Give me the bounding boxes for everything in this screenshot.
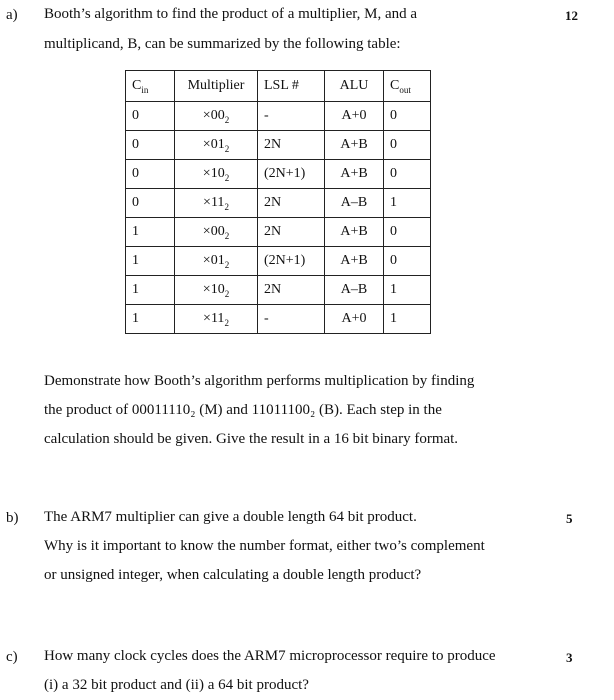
table-row (126, 102, 431, 131)
cell-cout: 0 (384, 247, 431, 276)
cell-cin: 0 (126, 189, 175, 218)
question-b-marks: 5 (566, 511, 573, 526)
question-c-label: c) (6, 649, 18, 665)
cell-cin: 1 (126, 247, 175, 276)
question-b-line-3: or unsigned integer, when calculating a double length product? (44, 567, 422, 583)
demo-line-3: calculation should be given. Give the result in a 16 bit binary format. (44, 431, 459, 447)
cell-cout: 1 (384, 305, 431, 334)
booth-table (125, 70, 431, 334)
cell-alu: A+B (325, 131, 384, 160)
demo-line-2: the product of 00011110₂ (M) and 11011100₂ (B). Each step in the (44, 402, 442, 418)
table-row (126, 160, 431, 189)
cell-cout: 0 (384, 102, 431, 131)
cell-multiplier: $\times 01_2$ (175, 131, 258, 160)
cell-alu: A+B (325, 160, 384, 189)
table-row (126, 218, 431, 247)
cell-alu: A+B (325, 218, 384, 247)
cell-alu: A–B (325, 189, 384, 218)
cell-cin: 1 (126, 218, 175, 247)
cell-alu: A+B (325, 247, 384, 276)
question-c-marks: 3 (566, 650, 573, 665)
table-row (126, 276, 431, 305)
demo-line-1: Demonstrate how Booth’s algorithm performs multiplication by finding (44, 373, 475, 389)
question-b-line-1: The ARM7 multiplier can give a double length 64 bit product. (44, 509, 417, 525)
cell-lsl: 2N (258, 276, 325, 305)
cell-alu: A+0 (325, 102, 384, 131)
cell-multiplier: $\times 01_2$ (175, 247, 258, 276)
question-a-line-2: multiplicand, B, can be summarized by the following table: (44, 36, 401, 52)
cell-cin: 0 (126, 102, 175, 131)
cell-lsl: 2N (258, 189, 325, 218)
cell-cout: 1 (384, 276, 431, 305)
question-a-marks: 12 (565, 8, 578, 23)
question-a-label: a) (6, 7, 18, 23)
table-header-row (126, 71, 431, 102)
cell-lsl: 2N (258, 218, 325, 247)
cell-cin: 1 (126, 276, 175, 305)
question-c-line-2: (i) a 32 bit product and (ii) a 64 bit product? (44, 677, 309, 693)
cell-multiplier: $\times 11_2$ (175, 305, 258, 334)
cell-cout: 0 (384, 160, 431, 189)
question-b-label: b) (6, 510, 19, 526)
header-cout: $C_{out}$ (384, 71, 431, 102)
cell-multiplier: $\times 11_2$ (175, 189, 258, 218)
header-multiplier: Multiplier (175, 71, 258, 102)
cell-cout: 1 (384, 189, 431, 218)
cell-multiplier: $\times 00_2$ (175, 218, 258, 247)
cell-alu: A–B (325, 276, 384, 305)
header-lsl: LSL # (258, 71, 325, 102)
cell-multiplier: $\times 10_2$ (175, 276, 258, 305)
cell-cout: 0 (384, 131, 431, 160)
header-alu: ALU (325, 71, 384, 102)
cell-lsl: - (258, 102, 325, 131)
cell-lsl: - (258, 305, 325, 334)
table-row (126, 131, 431, 160)
question-c-line-1: How many clock cycles does the ARM7 microprocessor require to produce (44, 648, 496, 664)
cell-lsl: 2N (258, 131, 325, 160)
cell-lsl: (2N+1) (258, 160, 325, 189)
question-b-line-2: Why is it important to know the number format, either two’s complement (44, 538, 485, 554)
cell-cin: 0 (126, 131, 175, 160)
cell-cin: 0 (126, 160, 175, 189)
cell-cin: 1 (126, 305, 175, 334)
cell-multiplier: $\times 00_2$ (175, 102, 258, 131)
table-row (126, 247, 431, 276)
cell-alu: A+0 (325, 305, 384, 334)
cell-lsl: (2N+1) (258, 247, 325, 276)
cell-multiplier: $\times 10_2$ (175, 160, 258, 189)
question-a-line-1: Booth’s algorithm to find the product of a multiplier, M, and a (44, 6, 418, 22)
table-row (126, 189, 431, 218)
header-cin: $C_{in}$ (126, 71, 175, 102)
table-row (126, 305, 431, 334)
cell-cout: 0 (384, 218, 431, 247)
